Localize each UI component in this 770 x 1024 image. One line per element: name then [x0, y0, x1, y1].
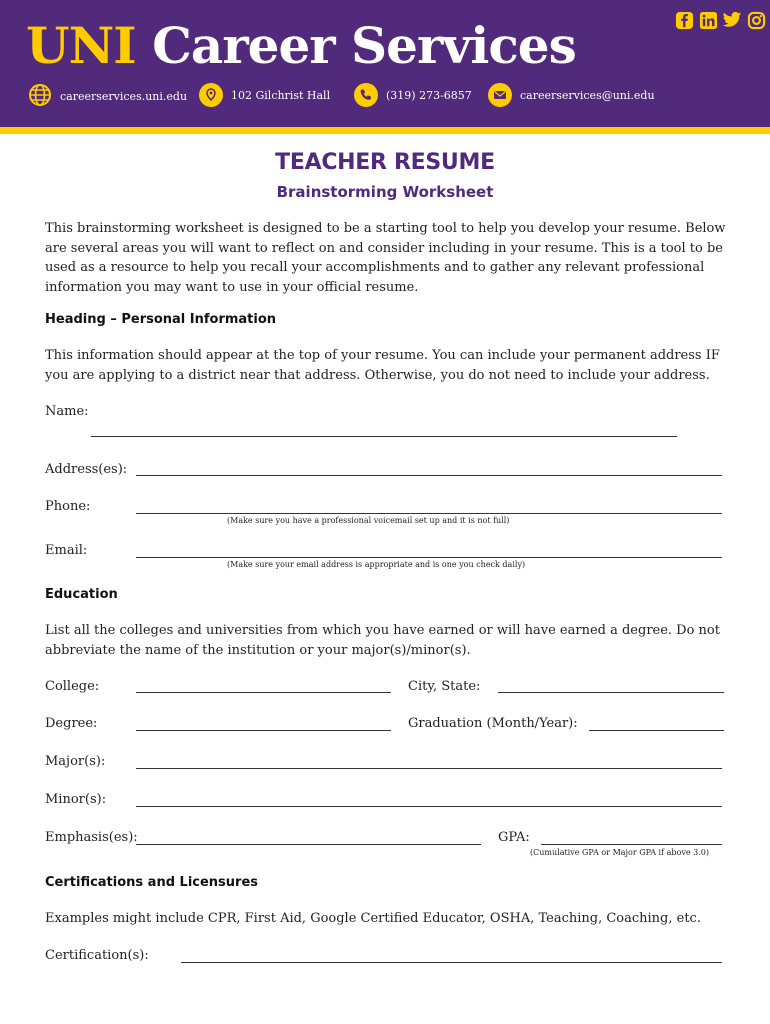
contact-website[interactable] — [28, 83, 187, 110]
brand-logo — [26, 16, 576, 76]
email-icon — [488, 83, 512, 107]
contact-email-text: careerservices@uni.edu — [520, 88, 655, 102]
education-paragraph: List all the colleges and universities from which you have earned or will have earned a degree. Do not abbreviate the name of the institution or your major(s)/minor(s). — [45, 623, 720, 658]
instagram-icon[interactable] — [746, 10, 766, 30]
twitter-icon[interactable] — [722, 10, 742, 30]
gpa-field[interactable] — [541, 844, 722, 845]
emphasis-label: Emphasis(es): — [45, 830, 138, 845]
email-field[interactable] — [136, 557, 722, 558]
major-field[interactable] — [136, 768, 722, 769]
brand-career-services: Career Services — [152, 16, 576, 75]
page-subtitle: Brainstorming Worksheet — [276, 183, 494, 201]
address-label: Address(es): — [45, 462, 128, 477]
contact-website-text: careerservices.uni.edu — [60, 90, 188, 103]
contact-phone[interactable] — [354, 83, 472, 107]
page-title: TEACHER RESUME — [275, 150, 495, 175]
certifications-paragraph: Examples might include CPR, First Aid, Google Certified Educator, OSHA, Teaching, Coaching, etc. — [45, 911, 701, 926]
phone-label: Phone: — [45, 499, 91, 514]
major-label: Major(s): — [45, 754, 106, 769]
graduation-label: Graduation (Month/Year): — [408, 716, 578, 731]
social-links — [674, 10, 766, 32]
email-label: Email: — [45, 543, 88, 558]
degree-label: Degree: — [45, 716, 98, 731]
intro-paragraph: This brainstorming worksheet is designed to be a starting tool to help you develop your resume. Below are several areas you will want to reflect on and consider including in your resume. This is a tool to be used as a resource to help you recall your accomplishments and to gather any relevant professional information you may want to use in your official resume. — [45, 221, 726, 295]
globe-icon — [28, 83, 52, 110]
college-label: College: — [45, 679, 100, 694]
city-state-field[interactable] — [498, 692, 724, 693]
email-note: (Make sure your email address is appropriate and is one you check daily) — [227, 560, 526, 569]
certification-field[interactable] — [181, 962, 722, 963]
personal-paragraph: This information should appear at the top of your resume. You can include your permanent address IF you are applying to a district near that address. Otherwise, you do not need to include your address. — [45, 348, 720, 383]
name-label: Name: — [45, 404, 89, 419]
gpa-note: (Cumulative GPA or Major GPA if above 3.0) — [530, 848, 709, 857]
minor-field[interactable] — [136, 806, 722, 807]
contact-address-text: 102 Gilchrist Hall — [231, 88, 331, 102]
header-banner — [0, 0, 770, 127]
contact-phone-text: (319) 273-6857 — [386, 88, 472, 102]
linkedin-icon[interactable] — [698, 10, 718, 30]
degree-field[interactable] — [136, 730, 391, 731]
gold-divider — [0, 127, 770, 134]
phone-icon — [354, 83, 378, 107]
section-heading-personal: Heading – Personal Information — [45, 312, 277, 327]
facebook-icon[interactable] — [674, 10, 694, 30]
contact-email[interactable] — [488, 83, 655, 107]
phone-field[interactable] — [136, 513, 722, 514]
gpa-label: GPA: — [498, 830, 530, 845]
minor-label: Minor(s): — [45, 792, 107, 807]
brand-uni: UNI — [26, 16, 136, 75]
section-heading-certifications: Certifications and Licensures — [45, 875, 259, 890]
location-pin-icon — [199, 83, 223, 107]
section-heading-education: Education — [45, 587, 118, 602]
graduation-field[interactable] — [589, 730, 724, 731]
address-field[interactable] — [136, 475, 722, 476]
college-field[interactable] — [136, 692, 391, 693]
emphasis-field[interactable] — [136, 844, 481, 845]
certification-label: Certification(s): — [45, 948, 149, 963]
contact-address[interactable] — [199, 83, 330, 107]
phone-note: (Make sure you have a professional voicemail set up and it is not full) — [227, 516, 510, 525]
city-state-label: City, State: — [408, 679, 481, 694]
name-field[interactable] — [91, 436, 677, 437]
